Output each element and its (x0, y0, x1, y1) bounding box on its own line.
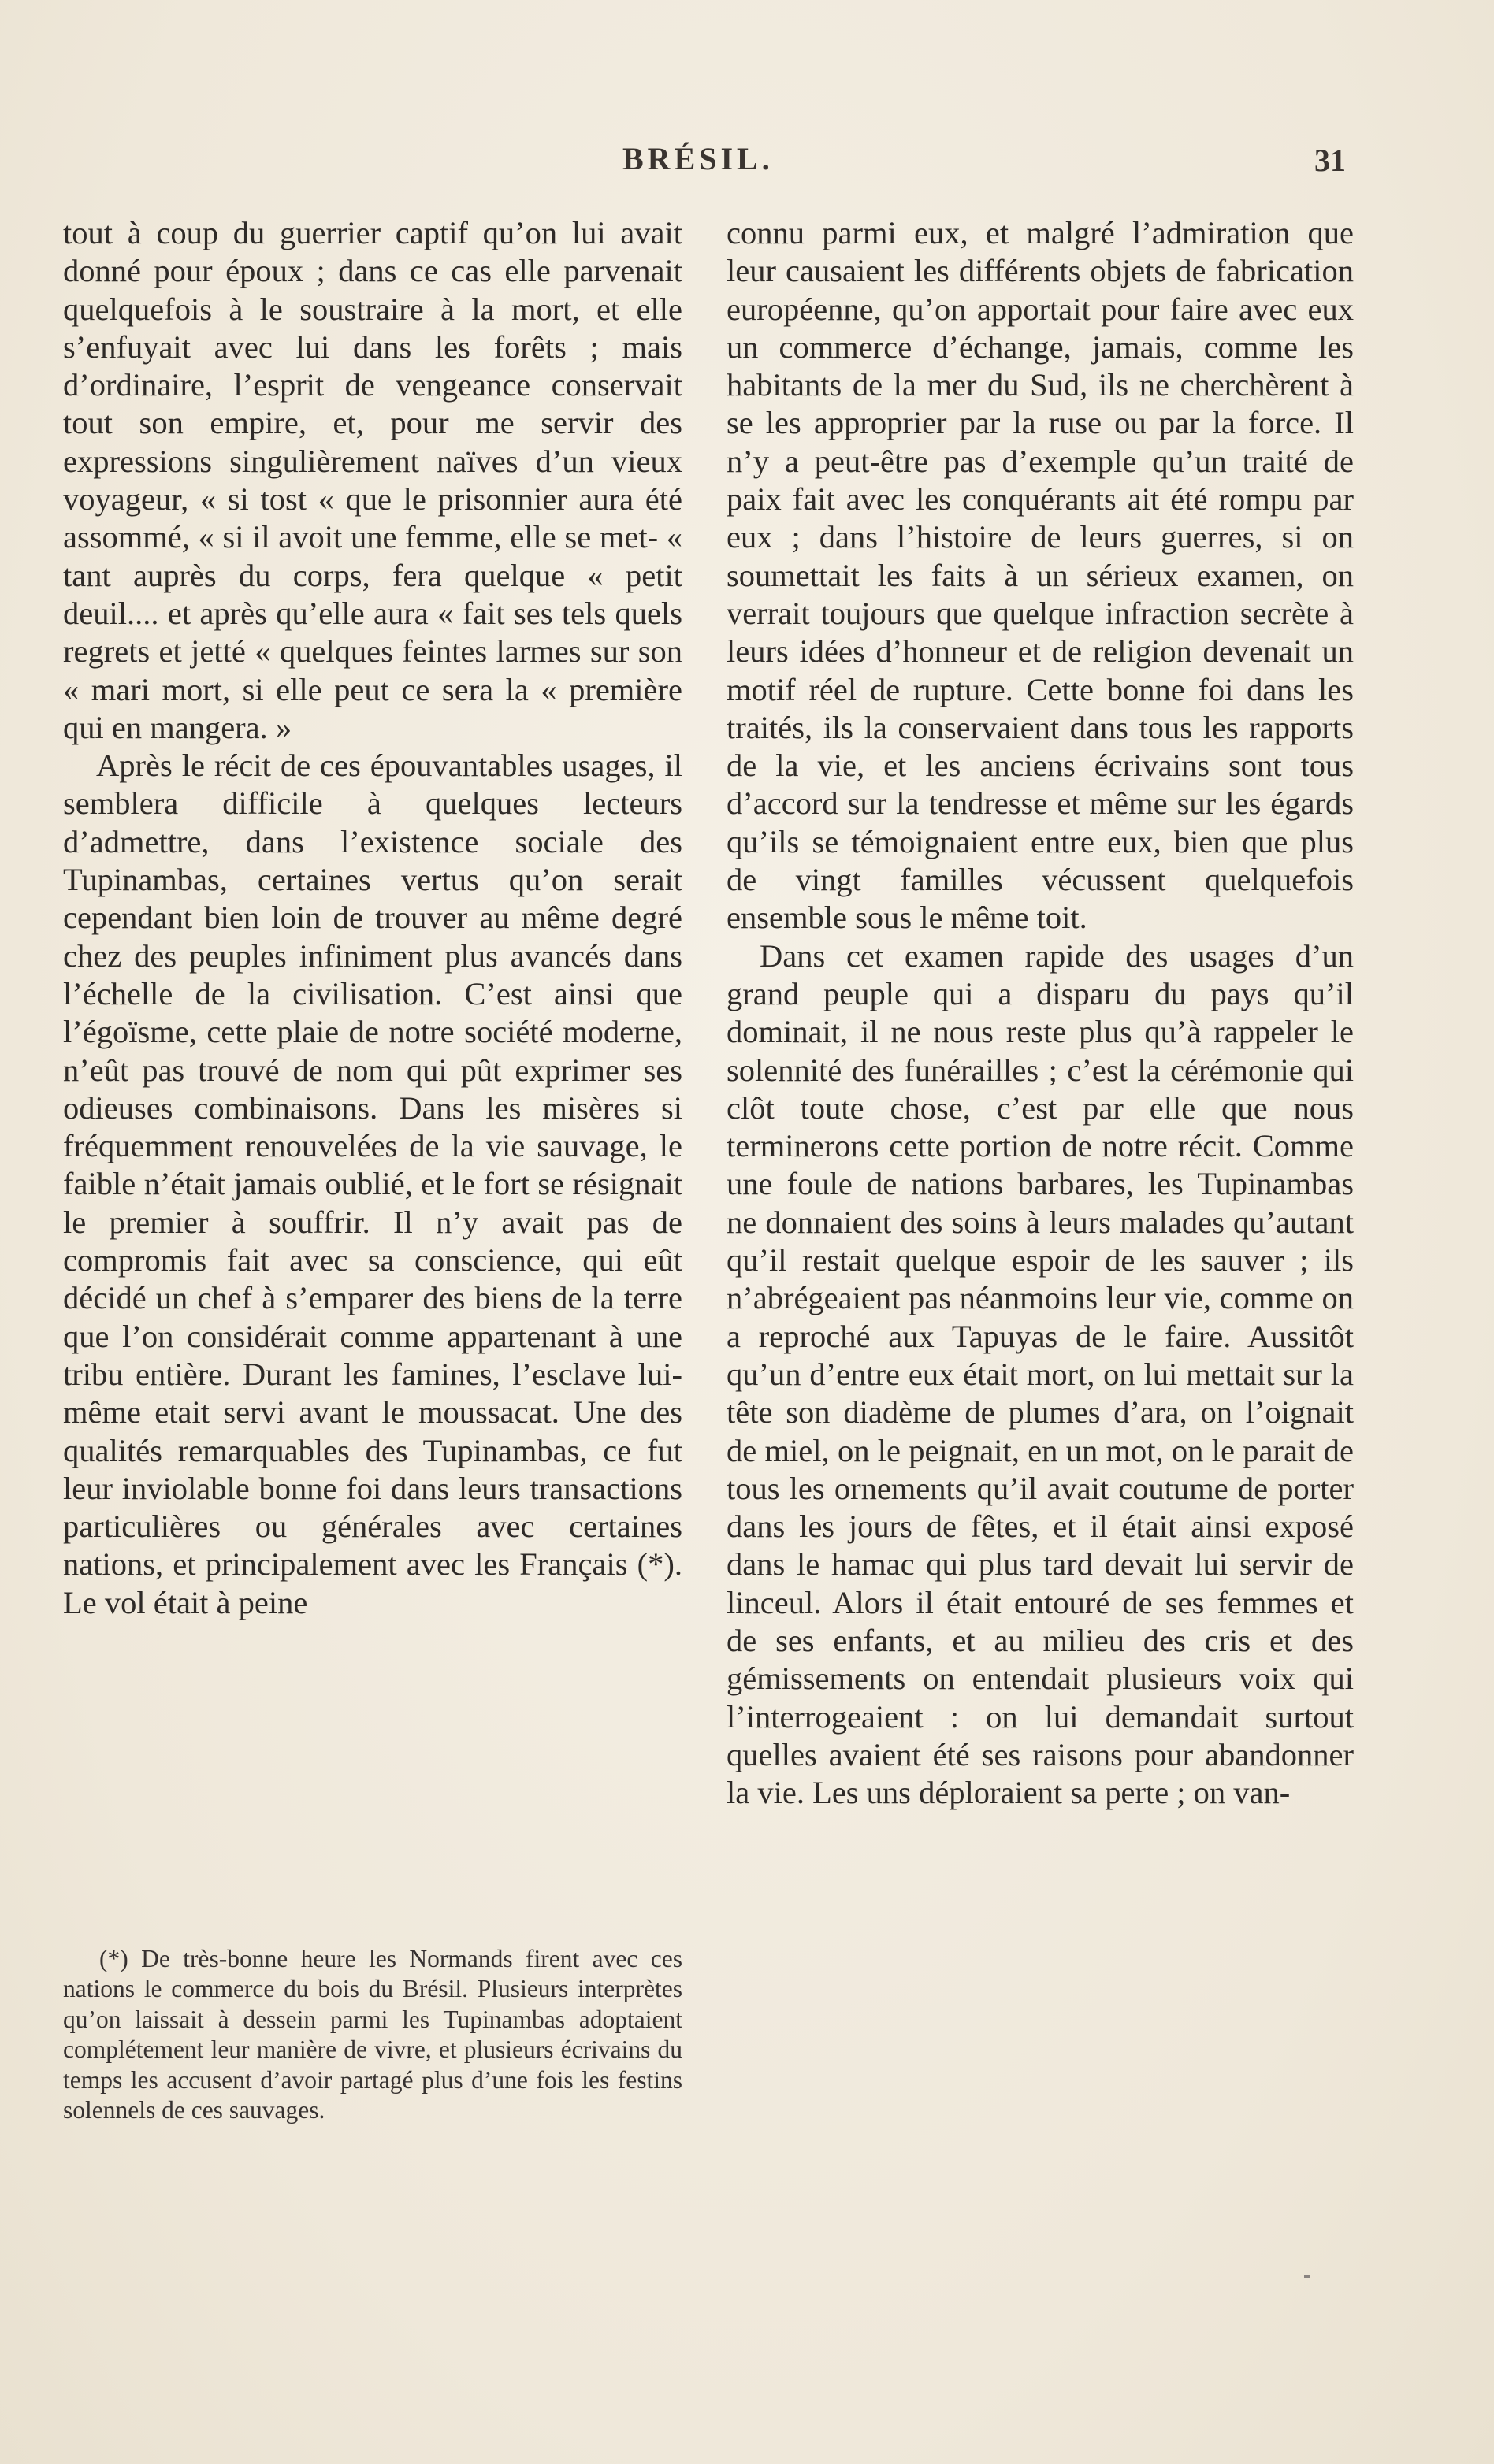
left-paragraph-1: tout à coup du guerrier captif qu’on lui avait donné pour époux ; dans ce cas elle parvenait quelquefois à le soustraire à la mort, et elle s’enfuyait avec lui dans les forêts ; mais d’ordinaire, l’esprit de vengeance conservait tout son empire, et, pour me servir des expressions singulièrement naïves d’un vieux voyageur, « si tost « que le prisonnier aura été assommé, « si il avoit une femme, elle se met- « tant auprès du corps, fera quelque « petit deuil.... et après qu’elle aura « fait ses tels quels regrets et jetté « quelques feintes larmes sur son « mari mort, si elle peut ce sera la « première qui en mangera. » (63, 215, 682, 745)
left-column (63, 214, 682, 1622)
running-head (0, 140, 1494, 187)
right-paragraph-1: connu parmi eux, et malgré l’admiration que leur causaient les différents objets de fabrication européenne, qu’on apportait pour faire avec eux un commerce d’échange, jamais, comme les habitants de la mer du Sud, ils ne cherchèrent à se les approprier par la ruse ou par la force. Il n’y a peut-être pas d’exemple qu’un traité de paix fait avec les conquérants ait été rompu par eux ; dans l’histoire de leurs guerres, si on soumettait les faits à un sérieux examen, on verrait toujours que quelque infraction secrète à leurs idées d’honneur et de religion devenait un motif réel de rupture. Cette bonne foi dans les traités, ils la conservaient dans tous les rapports de la vie, et les anciens écrivains sont tous d’accord sur la tendresse et même sur les égards qu’ils se témoignaient entre eux, bien que plus de vingt familles vécussent quelquefois ensemble sous le même toit. (727, 215, 1354, 936)
page-number: 31 (1314, 143, 1346, 178)
right-paragraph-2: Dans cet examen rapide des usages d’un grand peuple qui a disparu du pays qu’il dominait, il ne nous reste plus qu’à rappeler le solennité des funérailles ; c’est la cérémonie qui clôt toute chose, c’est par elle que nous terminerons cette portion de notre récit. Comme une foule de nations barbares, les Tupinambas ne donnaient des soins à leurs malades qu’autant qu’il restait quelque espoir de les sauver ; ils n’abrégeaient pas néanmoins leur vie, comme on a reproché aux Tapuyas de le faire. Aussitôt qu’un d’entre eux était mort, on lui mettait sur la tête son diadème de plumes d’ara, on l’oignait de miel, on le peignait, en un mot, on le parait de tous les ornements qu’il avait coutume de porter dans les jours de fêtes, et il était ainsi exposé dans le hamac qui plus tard devait lui servir de linceul. Alors il était entouré de ses femmes et de ses enfants, et au milieu des cris et des gémissements on entendait plusieurs voix qui l’interrogeaient : on lui demandait surtout quelles avaient été ses raisons pour abandonner la vie. Les uns déploraient sa perte ; on van- (727, 937, 1354, 1811)
right-column (727, 214, 1354, 1812)
footnote (63, 1944, 682, 2125)
running-title: BRÉSIL. (622, 141, 774, 176)
printer-mark (1304, 2275, 1310, 2278)
left-paragraph-2: Après le récit de ces épouvantables usages, il semblera difficile à quelques lecteurs d’admettre, dans l’existence sociale des Tupinambas, certaines vertus qu’on serait cependant bien loin de trouver au même degré chez des peuples infiniment plus avancés dans l’échelle de la civilisation. C’est ainsi que l’égoïsme, cette plaie de notre société moderne, n’eût pas trouvé de nom qui pût exprimer ses odieuses combinaisons. Dans les misères si fréquemment renouvelées de la vie sauvage, le faible n’était jamais oublié, et le fort se résignait le premier à souffrir. Il n’y avait pas de compromis fait avec sa conscience, qui eût décidé un chef à s’emparer des biens de la terre que l’on considérait comme appartenant à une tribu entière. Durant les famines, l’esclave lui-même etait servi avant le moussacat. Une des qualités remarquables des Tupinambas, ce fut leur inviolable bonne foi dans leurs transactions particulières ou générales avec certaines nations, et principalement avec les Français (*). Le vol était à peine (63, 748, 682, 1620)
footnote-text: (*) De très-bonne heure les Normands firent avec ces nations le commerce du bois du Brésil. Plusieurs interprètes qu’on laissait à dessein parmi les Tupinambas adoptaient complétement leur manière de vivre, et plusieurs écrivains du temps les accusent d’avoir partagé plus d’une fois les festins solennels de ces sauvages. (63, 1945, 682, 2124)
